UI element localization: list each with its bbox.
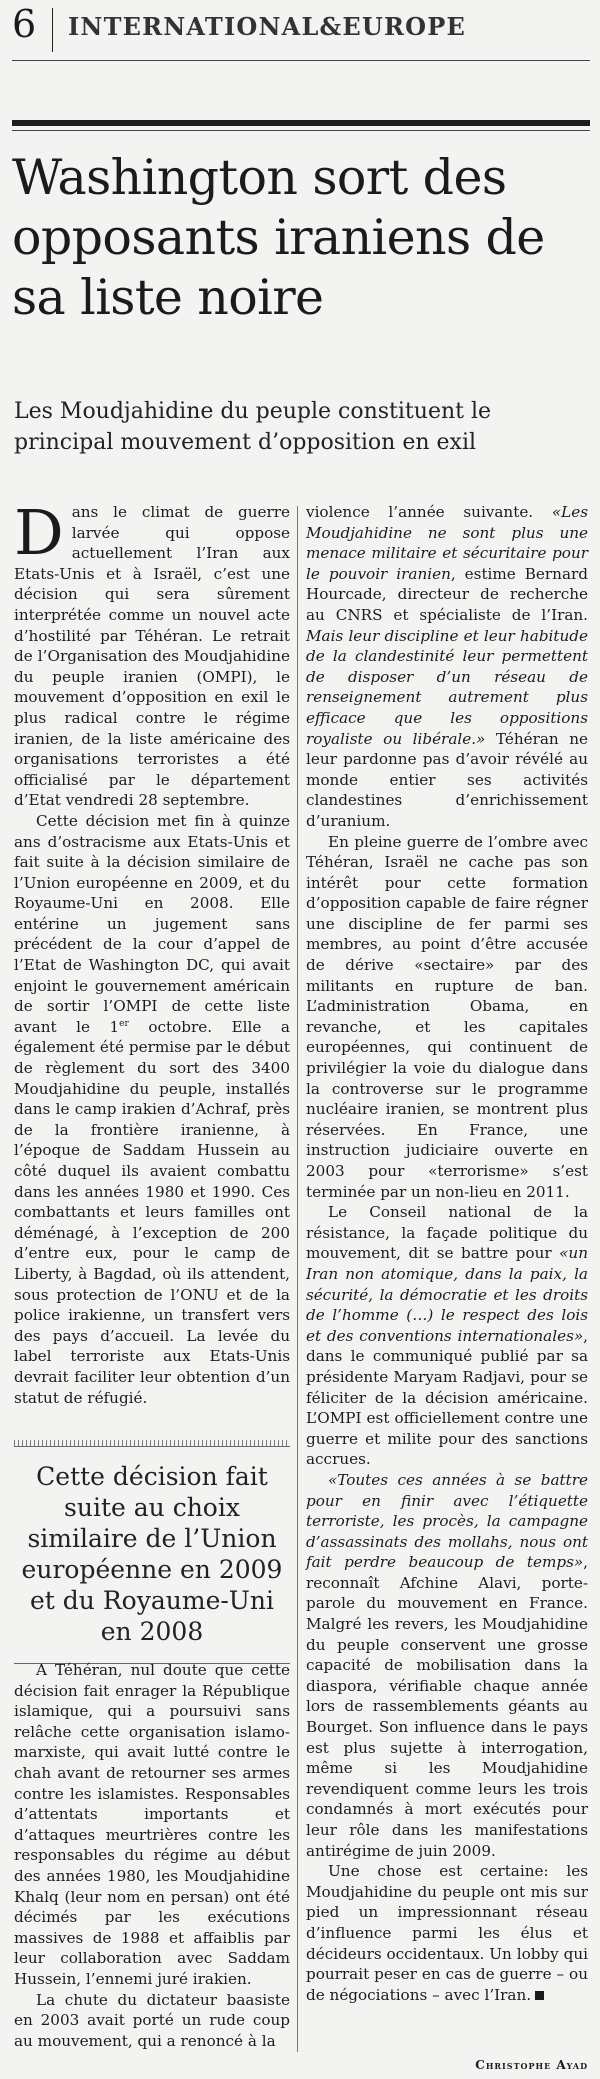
page-number: 6 — [12, 2, 37, 46]
paragraph-text: , dans le communiqué publié par sa présidente Maryam Radjavi, pour se féliciter de la décision américaine. L’OMPI est officiellement contre une guerre et milite pour des sanctions accrues. — [306, 1326, 588, 1469]
paragraph: A Téhéran, nul doute que cette décision fait enrager la République islamique, qui a poursuivi sans relâche cette organisation islamo-marxiste, qui avait lutté contre le chah avant de retourner ses armes contre les islamistes. Responsables d’attentats importants et d’attaques meurtrières contre les responsables du régime au début des années 1980, les Moudjahidine Khalq (leur nom en persan) ont été décimés par les exécutions massives de 1988 et affaiblis par leur collaboration avec Saddam Hussein, l’ennemi juré irakien. — [14, 1661, 290, 1988]
lead-paragraph — [14, 496, 290, 811]
quote-text: «Toutes ces années à se battre pour en finir avec l’étiquette terroriste, les procès, la campagne d’assassinats des mollahs, nous ont fait perdre beaucoup de temps» — [306, 1470, 588, 1572]
headline-top-rule — [12, 120, 590, 126]
paragraph-text: , reconnaît Afchine Alavi, porte-parole du mouvement en France. Malgré les revers, les Moudjahidine du peuple conservent une grosse capacité de mobilisation dans la diaspora, vérifiable chaque année lors de rassemblements géants au Bourget. Son influence dans le pays est plus sujette à interrogation, même si les Moudjahidine revendiquent comme leurs les trois condamnés à mort exécutés pour leur rôle dans les manifestations antirégime de juin 2009. — [306, 1553, 588, 1860]
paragraph — [306, 1470, 588, 1861]
ordinal-suffix: er — [119, 1018, 129, 1029]
paragraph-text: octobre. Elle a également été permise par le début de règlement du sort des 3400 Moudjahidine du peuple, installés dans le camp irakien d’Achraf, près de la frontière iranienne, à l’époque de Saddam Hussein au côté duquel ils avaient combattu dans les années 1980 et 1990. Ces combattants et leurs familles ont déménagé, à l’exception de 200 d’entre eux, pour le camp de Liberty, à Bagdad, où ils attendent, sous protection de l’ONU et de la police irakienne, un transfert vers des pays d’accueil. La levée du label terroriste aux Etats-Unis devrait faciliter leur obtention d’un statut de réfugié. — [14, 1017, 290, 1407]
section-title: INTERNATIONAL&EUROPE — [68, 12, 467, 41]
paragraph-text: Cette décision met fin à quinze ans d’ostracisme aux Etats-Unis et fait suite à la décision similaire de l’Union européenne en 2009, et du Royaume-Uni en 2008. Elle entérine un jugement sans précédent de la cour d’appel de l’Etat de Washington DC, qui avait enjoint le gouvernement américain de sortir l’OMPI de cette liste avant le 1 — [14, 811, 290, 1036]
paragraph — [306, 1861, 588, 2005]
paragraph-text: Une chose est certaine: les Moudjahidine du peuple ont mis sur pied un impressionnant réseau d’influence parmi les élus et décideurs occidentaux. Un lobby qui pourrait peser en cas de guerre – ou de négociations – avec l’Iran. — [306, 1862, 588, 2004]
drop-cap: D — [14, 496, 64, 569]
quote-text: «un Iran non atomique, dans la paix, la sécurité, la démocratie et les droits de l’homme (…) le respect des lois et des conventions internationales» — [306, 1244, 588, 1345]
paragraph: En pleine guerre de l’ombre avec Téhéran, Israël ne cache pas son intérêt pour cette formation d’opposition capable de faire régner une discipline de fer parmi ses membres, au point d’être accusée de dérive «sectaire» par des militants en rupture de ban. L’administration Obama, en revanche, et les capitales européennes, qui continuent de privilégier la voie du dialogue dans la controverse sur le programme nucléaire iranien, se montrent plus réservées. En France, une instruction judiciaire ouverte en 2003 pour «terrorisme» s’est terminée par un non-lieu en 2011. — [306, 832, 588, 1201]
standfirst: Les Moudjahidine du peuple constituent le principal mouvement d’opposition en exil — [14, 399, 492, 455]
end-of-article-mark — [535, 1991, 544, 2000]
column-divider — [297, 506, 298, 2052]
right-column — [306, 502, 588, 2005]
lead-paragraph-text: ans le climat de guerre larvée qui oppose actuellement l’Iran aux Etats-Unis et à Israël, c’est une décision qui sera sûrement interprétée comme un nouvel acte d’hostilité par Téhéran. Le retrait de l’Organisation des Moudjahidine du peuple iranien (OMPI), le mouvement d’opposition en exil le plus radical contre le régime iranien, de la liste américaine des organisations terroristes a été officialisé par le département d’Etat vendredi 28 septembre. — [14, 503, 290, 810]
paragraph-text: Téhéran ne leur pardonne pas d’avoir révélé au monde entier ses activités clandestines d’enrichissement d’uranium. — [306, 729, 588, 830]
paragraph-text: violence l’année suivante. — [306, 503, 552, 521]
headline-top-rule-thin — [12, 130, 590, 131]
left-column — [14, 496, 290, 1408]
header-divider — [52, 8, 53, 52]
pull-quote: Cette décision fait suite au choix similaire de l’Union européenne en 2009 et du Royaume-Uni en 2008 — [14, 1446, 290, 1664]
paragraph-text: Le Conseil national de la résistance, la façade politique du mouvement, dit se battre pour — [306, 1203, 588, 1263]
quote-text: Mais leur discipline et leur habitude de la clandestinité leur permettent de disposer d’un réseau de renseignement autrement plus efficace que les oppositions royaliste ou libérale.» — [306, 626, 588, 748]
author-signature: Christophe Ayad — [475, 2058, 588, 2072]
paragraph — [306, 1202, 588, 1470]
headline: Washington sort des opposants iraniens de sa liste noire — [12, 149, 545, 326]
header-rule — [12, 60, 590, 61]
left-column-bottom — [14, 1660, 290, 2051]
quote-text: «Les Moudjahidine ne sont plus une menace militaire et sécuritaire pour le pouvoir iranien — [306, 503, 588, 583]
paragraph — [306, 502, 588, 832]
paragraph — [14, 811, 290, 1408]
paragraph-text: , estime Bernard Hourcade, directeur de recherche au CNRS et spécialiste de l’Iran. — [306, 564, 588, 624]
paragraph: La chute du dictateur baasiste en 2003 avait porté un rude coup au mouvement, qui a renoncé à la — [14, 1990, 290, 2050]
